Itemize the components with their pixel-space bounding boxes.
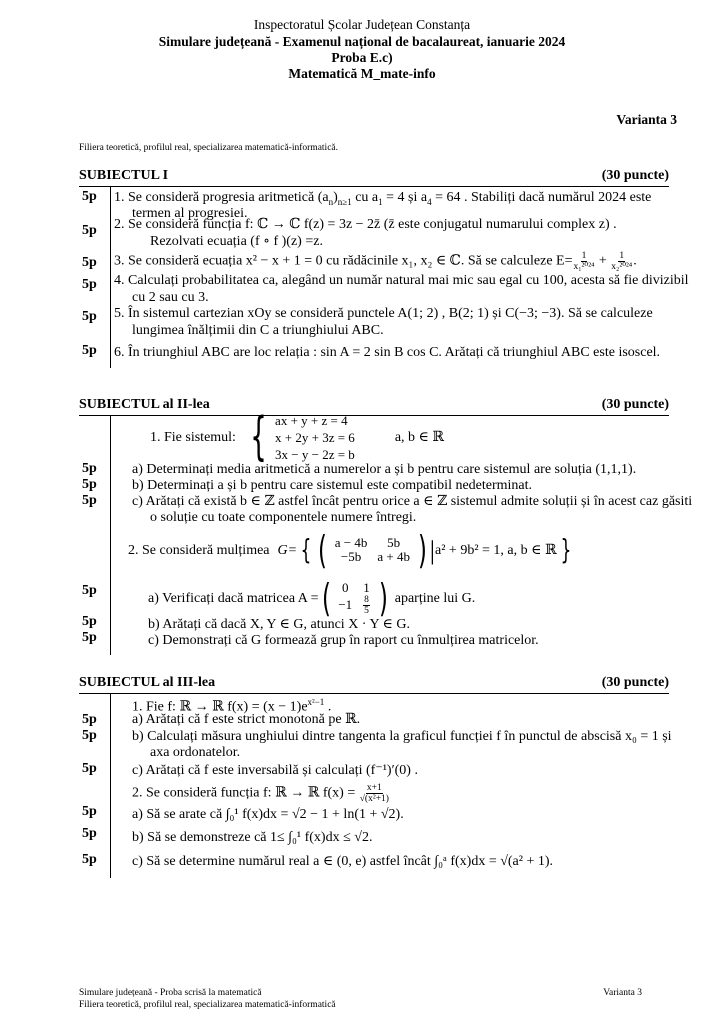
s3-2a: a) Să se arate că ∫₀¹ f(x)dx = √2 − 1 + ln(1 + √2). <box>132 807 404 822</box>
s3-1a: a) Arătați că f este strict monotonă pe ℝ. <box>132 712 361 727</box>
margin-line <box>110 693 111 878</box>
score-5p: 5p <box>82 761 97 776</box>
score-5p: 5p <box>82 493 97 508</box>
s1-q5-cont: lungimea înălțimii din C a triunghiului ABC. <box>132 323 384 338</box>
institution: Inspectoratul Școlar Județean Constanța <box>253 17 471 32</box>
score-5p: 5p <box>82 343 97 358</box>
s1-q1-cont: termen al progresiei. <box>132 206 248 221</box>
filiera: Filiera teoretică, profilul real, specializarea matematică-informatică. <box>79 143 339 153</box>
footer-line-2: Filiera teoretică, profilul real, specializarea matematică-informatică <box>79 1000 336 1010</box>
matrix-G: a − 4b 5b −5b a + 4b <box>334 535 410 564</box>
section-points: (30 puncte) <box>601 675 669 690</box>
section-title: SUBIECTUL al III-lea <box>79 675 216 690</box>
matrix-A: 0 1 −1 $\frac{8}{5}$ <box>338 579 370 616</box>
score-5p: 5p <box>82 223 97 238</box>
equation-system: ax + y + z = 4 x + 2y + 3z = 6 3x − y − 2z = b <box>275 412 355 462</box>
margin-line <box>110 415 111 655</box>
footer-varianta: Varianta 3 <box>603 988 642 998</box>
s1-q1: 1. Se consideră progresia aritmetică $(a_n)_{n\ge 1}$ cu $a_1 = 4$ și $a_4 = 64$ . Stabiliți dacă numărul 2024 este <box>114 190 652 207</box>
s3-1b-cont: axa ordonatelor. <box>150 745 241 760</box>
s3-2: 2. Se consideră funcția f: ℝ → ℝ f(x) = $\frac{x+1}{\text{√(x²+1)}}$ <box>132 783 389 804</box>
s2-system: 1. Fie sistemul: { ax + y + z = 4 x + 2y + 3z = 6 3x − y − 2z = b a, b ∈ ℝ <box>150 407 445 467</box>
score-5p: 5p <box>82 189 97 204</box>
s2-1a: a) Determinați media aritmetică a numerelor a și b pentru care sistemul are soluția (1,1,1). <box>132 462 637 477</box>
s1-q3: 3. Se consideră ecuația x² − x + 1 = 0 cu rădăcinile x₁, x₂ ∈ ℂ. Să se calculeze E= $\frac{1}{\text{x₁²⁰²⁴}}$ + $\frac{1}{\text{x₂²⁰²⁴}}$ . <box>114 251 637 272</box>
margin-line <box>110 186 111 368</box>
varianta-top: Varianta 3 <box>616 112 677 127</box>
s1-q6: 6. În triunghiul ABC are loc relația : sin A = 2 sin B cos C. Arătați că triunghiul ABC este isoscel. <box>114 345 661 360</box>
s1-q2-cont: Rezolvati ecuația (f ∘ f )(z) =z. <box>150 234 323 249</box>
s2-2b: b) Arătați că dacă X, Y ∈ G, atunci X · Y ∈ G. <box>148 617 411 632</box>
score-5p: 5p <box>82 477 97 492</box>
score-5p: 5p <box>82 804 97 819</box>
section-points: (30 puncte) <box>601 168 669 183</box>
score-5p: 5p <box>82 826 97 841</box>
s2-1b: b) Determinați a și b pentru care sistemul este compatibil nedeterminat. <box>132 478 533 493</box>
s1-q4: 4. Calculați probabilitatea ca, alegând un număr natural mai mic sau egal cu 100, acesta să fie divizibil <box>114 273 689 288</box>
score-5p: 5p <box>82 461 97 476</box>
s3-2c: c) Să se determine numărul real a ∈ (0, e) astfel încât ∫₀ᵃ f(x)dx = √(a² + 1). <box>132 854 554 869</box>
s1-q2: 2. Se consideră funcția f: ℂ → ℂ f(z) = 3z − 2z̄ (z̄ este conjugatul numarului complex z) . <box>114 217 617 232</box>
section-title: SUBIECTUL al II-lea <box>79 397 210 412</box>
s2-2a: a) Verificați dacă matricea A = ( 0 1 −1 $\frac{8}{5}$ ) aparține lui G. <box>148 576 476 620</box>
score-5p: 5p <box>82 614 97 629</box>
score-5p: 5p <box>82 255 97 270</box>
section-3-header <box>79 675 669 694</box>
section-title: SUBIECTUL I <box>79 168 169 183</box>
score-5p: 5p <box>82 583 97 598</box>
subject-title: Matematică M_mate-info <box>288 66 436 81</box>
section-points: (30 puncte) <box>601 397 669 412</box>
s1-q4-cont: cu 2 sau cu 3. <box>132 290 209 305</box>
s2-1c-cont: o soluție cu toate componentele numere întregi. <box>150 510 417 525</box>
score-5p: 5p <box>82 277 97 292</box>
score-5p: 5p <box>82 728 97 743</box>
s3-1c: c) Arătați că f este inversabilă și calculați (f⁻¹)′(0) . <box>132 763 418 778</box>
s3-1b: b) Calculați măsura unghiului dintre tangenta la graficul funcției f în punctul de abscisă x₀ = 1 și <box>132 729 672 744</box>
s2-2c: c) Demonstrați că G formează grup în raport cu înmulțirea matricelor. <box>148 633 539 648</box>
score-5p: 5p <box>82 309 97 324</box>
proba: Proba E.c) <box>331 50 393 65</box>
s3-2b: b) Să se demonstreze că 1≤ ∫₀¹ f(x)dx ≤ √2. <box>132 830 373 845</box>
s1-q5: 5. În sistemul cartezian xOy se consideră punctele A(1; 2) , B(2; 1) și C(−3; −3). Să se calculeze <box>114 306 653 321</box>
exam-title: Simulare județeană - Examenul național de bacalaureat, ianuarie 2024 <box>158 34 566 49</box>
score-5p: 5p <box>82 630 97 645</box>
s3-1: 1. Fie f: ℝ → ℝ $f(x) = (x - 1)e^{x^2-1}$ . <box>132 697 332 715</box>
s2-set-G: 2. Se consideră mulțimea G= { ( a − 4b 5b −5b a + 4b ) | a² + 9b² = 1, a, b ∈ ℝ } <box>128 528 571 572</box>
s2-1c: c) Arătați că există b ∈ ℤ astfel încât pentru orice a ∈ ℤ sistemul admite soluții și în acest caz găsiti <box>132 494 693 509</box>
score-5p: 5p <box>82 852 97 867</box>
footer-line-1: Simulare județeană - Proba scrisă la matematică <box>79 988 262 998</box>
score-5p: 5p <box>82 712 97 727</box>
section-1-header <box>79 168 669 187</box>
